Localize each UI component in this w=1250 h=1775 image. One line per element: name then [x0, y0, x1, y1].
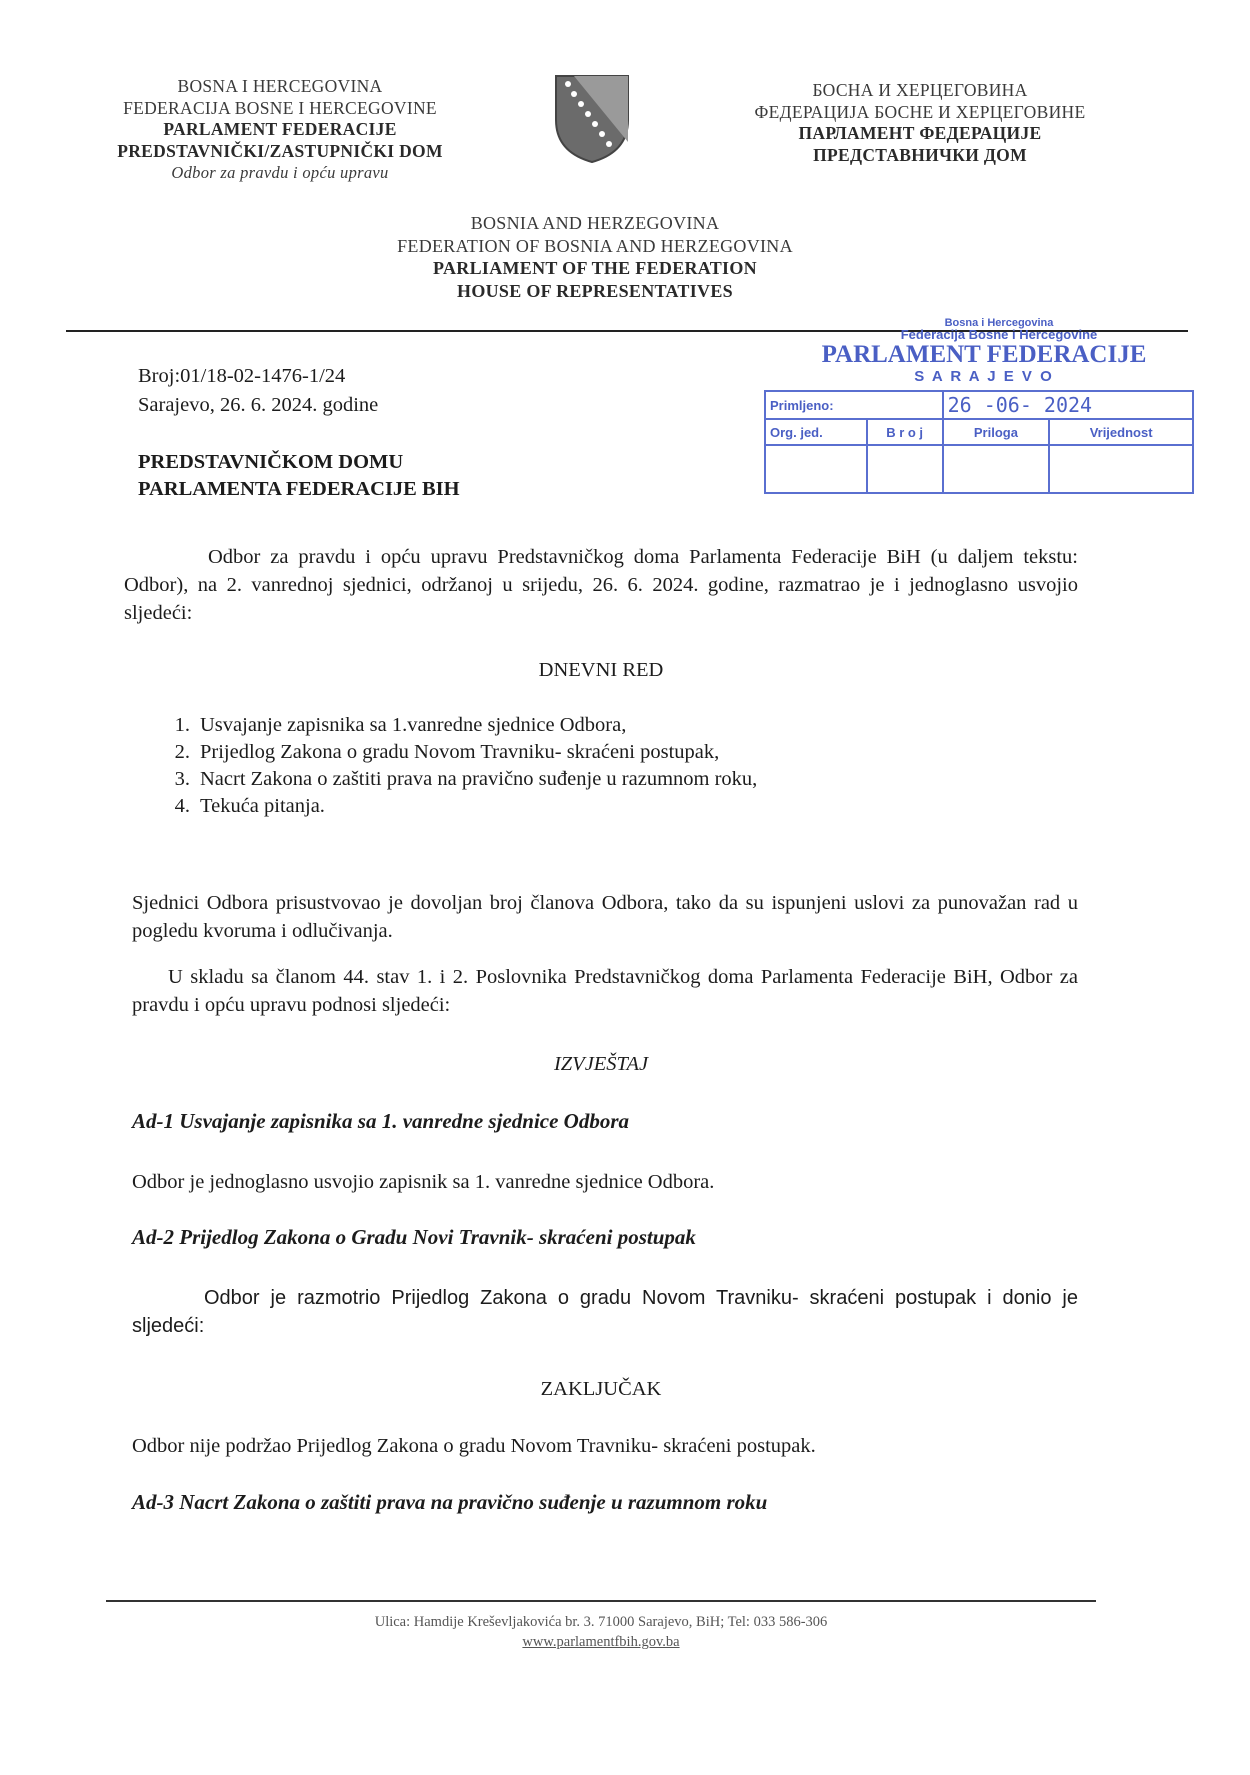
stamp-col-number: B r o j: [867, 419, 943, 445]
footer-divider: [106, 1600, 1096, 1602]
reference-date: Sarajevo, 26. 6. 2024. godine: [138, 394, 379, 416]
footer-website[interactable]: www.parlamentfbih.gov.ba: [522, 1634, 680, 1650]
header-right-federation: ФЕДЕРАЦИЈА БОСНЕ И ХЕРЦЕГОВИНЕ: [754, 101, 1086, 122]
agenda-list: [150, 712, 1050, 820]
footer: [106, 1612, 1096, 1652]
agenda-item: 4. Tekuća pitanja.: [174, 795, 325, 817]
header-center-house: HOUSE OF REPRESENTATIVES: [457, 280, 733, 301]
basis-paragraph: U skladu sa članom 44. stav 1. i 2. Poslovnika Predstavničkog doma Parlamenta Federacije BiH, Odbor za pravdu i opću upravu podnosi sljedeći:: [132, 966, 1078, 1016]
ad3-title: Ad-3 Nacrt Zakona o zaštiti prava na pravično suđenje u razumnom roku: [132, 1490, 768, 1514]
header-right-house: ПРЕДСТАВНИЧКИ ДОМ: [813, 144, 1027, 165]
header-center-parliament: PARLIAMENT OF THE FEDERATION: [433, 258, 757, 278]
header-left: [90, 76, 470, 184]
reference-number: Broj:01/18-02-1476-1/24: [138, 365, 346, 387]
header-left-parliament: PARLAMENT FEDERACIJE: [163, 119, 397, 139]
agenda-item: 3. Nacrt Zakona o zaštiti prava na pravično suđenje u razumnom roku,: [174, 768, 758, 790]
header-center-country: BOSNIA AND HERZEGOVINA: [470, 213, 720, 233]
stamp-received-date: 26 -06- 2024: [943, 391, 1193, 419]
stamp-line1: Federacija Bosne i Hercegovine: [900, 327, 1098, 342]
stamp-cell: [867, 445, 943, 493]
header-left-federation: FEDERACIJA BOSNE I HERCEGOVINE: [123, 97, 437, 118]
stamp-received-label: Primljeno:: [765, 391, 943, 419]
header-right-country: БОСНА И ХЕРЦЕГОВИНА: [812, 80, 1028, 100]
quorum-paragraph: Sjednici Odbora prisustvovao je dovoljan broj članova Odbora, tako da su ispunjeni uslovi za punovažan rad u pogledu kvoruma i odlučivanja.: [132, 892, 1078, 942]
agenda-item: 1. Usvajanje zapisnika sa 1.vanredne sjednice Odbora,: [174, 714, 627, 736]
ad2-conclusion: Odbor nije podržao Prijedlog Zakona o gradu Novom Travniku- skraćeni postupak.: [132, 1435, 816, 1457]
reference: [138, 362, 378, 420]
header-left-country: BOSNA I HERCEGOVINA: [177, 76, 383, 96]
header-right: [720, 80, 1120, 166]
stamp-cell: [765, 445, 867, 493]
header-left-committee: Odbor za pravdu i opću upravu: [171, 163, 389, 182]
addressee-line2: PARLAMENTA FEDERACIJE BIH: [138, 478, 460, 500]
stamp-line3: S A R A J E V O: [914, 368, 1054, 385]
stamp-top: Bosna i Hercegovina: [944, 317, 1054, 329]
ad2-text: Odbor je razmotrio Prijedlog Zakona o gradu Novom Travniku- skraćeni postupak i donio je sljedeći:: [132, 1287, 1078, 1337]
conclusion-title: ZAKLJUČAK: [540, 1378, 662, 1400]
addressee: [138, 449, 460, 503]
stamp-table: [764, 390, 1194, 494]
report-title: IZVJEŠTAJ: [553, 1053, 649, 1075]
stamp-cell: [943, 445, 1050, 493]
header-center: [320, 212, 870, 302]
coat-of-arms-icon: [552, 72, 632, 164]
ad2-title: Ad-2 Prijedlog Zakona o Gradu Novi Travnik- skraćeni postupak: [132, 1225, 696, 1249]
stamp-col-attachments: Priloga: [943, 419, 1050, 445]
ad1-text: Odbor je jednoglasno usvojio zapisnik sa 1. vanredne sjednice Odbora.: [132, 1171, 715, 1193]
addressee-line1: PREDSTAVNIČKOM DOMU: [138, 451, 404, 473]
header-left-house: PREDSTAVNIČKI/ZASTUPNIČKI DOM: [117, 140, 443, 161]
agenda-title: DNEVNI RED: [538, 659, 664, 681]
intro-paragraph: Odbor za pravdu i opću upravu Predstavničkog doma Parlamenta Federacije BiH (u daljem tekstu: Odbor), na 2. vanrednoj sjednici, održanoj u srijedu, 26. 6. 2024. godine, razmatrao je i jednoglasno usvojio sljedeći:: [124, 546, 1078, 624]
agenda-item: 2. Prijedlog Zakona o gradu Novom Travniku- skraćeni postupak,: [174, 741, 720, 763]
stamp-col-org: Org. jed.: [765, 419, 867, 445]
header-center-federation: FEDERATION OF BOSNIA AND HERZEGOVINA: [397, 235, 793, 256]
ad1-title: Ad-1 Usvajanje zapisnika sa 1. vanredne sjednice Odbora: [132, 1109, 630, 1133]
received-stamp: [764, 318, 1204, 494]
footer-address: Ulica: Hamdije Kreševljakovića br. 3. 71000 Sarajevo, BiH; Tel: 033 586-306: [374, 1614, 828, 1630]
stamp-line2: PARLAMENT FEDERACIJE: [821, 341, 1147, 368]
header-right-parliament: ПАРЛАМЕНТ ФЕДЕРАЦИЈЕ: [798, 123, 1042, 143]
stamp-cell: [1049, 445, 1193, 493]
stamp-col-value: Vrijednost: [1049, 419, 1193, 445]
